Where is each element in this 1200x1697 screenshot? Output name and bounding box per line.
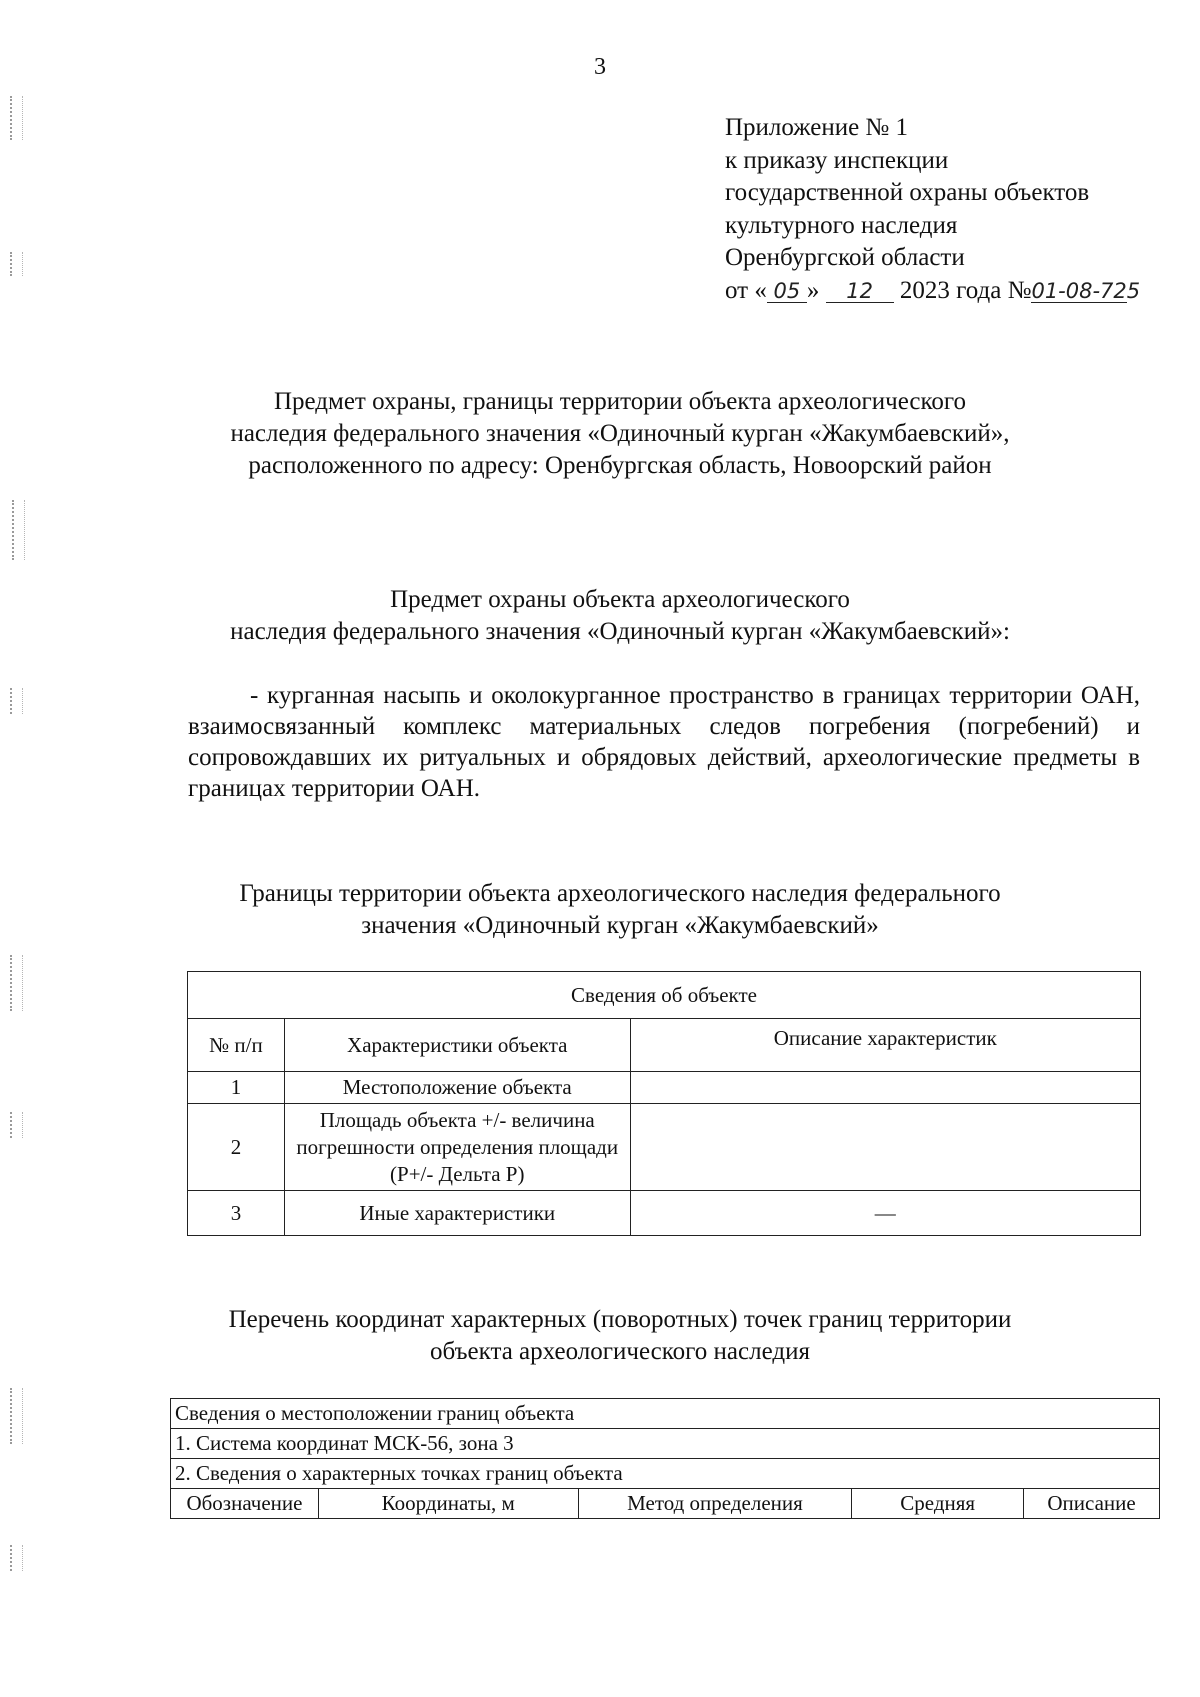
appendix-date-line: [725, 275, 1141, 308]
scan-punch-mark: [10, 1112, 23, 1138]
handwritten-month: 12: [826, 280, 894, 303]
title-line: наследия федерального значения «Одиночный курган «Жакумбаевский»,: [230, 420, 1010, 447]
boundaries-heading: [160, 878, 1080, 942]
date-mid: »: [806, 276, 820, 304]
heading-line: объекта археологического наследия: [430, 1338, 810, 1365]
appendix-line: к приказу инспекции: [725, 146, 949, 174]
table-header-row: [188, 1019, 1141, 1072]
date-prefix: от «: [725, 276, 767, 304]
heading-line: значения «Одиночный курган «Жакумбаевский»: [361, 912, 879, 939]
table-row: [171, 1459, 1160, 1489]
row-number: 2: [188, 1104, 285, 1191]
table-header-row: [171, 1489, 1160, 1519]
row-characteristic: Иные характеристики: [284, 1191, 630, 1236]
table-caption: Сведения об объекте: [188, 972, 1141, 1019]
row-number: 1: [188, 1072, 285, 1104]
appendix-line: культурного наследия: [725, 211, 958, 239]
scan-punch-mark: [12, 500, 25, 560]
object-info-table: [187, 971, 1141, 1236]
column-header: Обозначение: [171, 1489, 319, 1519]
scan-punch-mark: [10, 1545, 23, 1571]
date-year: 2023 года №: [899, 276, 1032, 304]
table-caption-row: [188, 972, 1141, 1019]
characteristic-points-row: 2. Сведения о характерных точках границ объекта: [171, 1459, 1160, 1489]
table-row: [188, 1191, 1141, 1236]
row-description: [630, 1072, 1140, 1104]
scan-punch-mark: [10, 252, 23, 276]
heading-line: наследия федерального значения «Одиночный курган «Жакумбаевский»:: [230, 618, 1010, 645]
row-description: [630, 1104, 1140, 1191]
title-line: Предмет охраны, границы территории объекта археологического: [273, 388, 967, 415]
heading-line: Границы территории объекта археологического наследия федерального: [239, 880, 1001, 907]
appendix-block: [725, 112, 1141, 307]
row-description: —: [630, 1191, 1140, 1236]
heading-line: Перечень координат характерных (поворотных) точек границ территории: [228, 1306, 1012, 1333]
table-row: [188, 1104, 1141, 1191]
column-header: Характеристики объекта: [284, 1019, 630, 1072]
page-number: 3: [594, 54, 606, 80]
row-characteristic: Площадь объекта +/- величина погрешности определения площади (P+/- Дельта P): [284, 1104, 630, 1191]
column-header: Описание: [1024, 1489, 1160, 1519]
column-header: № п/п: [188, 1019, 285, 1072]
column-header: Средняя: [852, 1489, 1024, 1519]
row-characteristic: Местоположение объекта: [284, 1072, 630, 1104]
scan-punch-mark: [10, 96, 23, 140]
boundary-location-row: Сведения о местоположении границ объекта: [171, 1399, 1160, 1429]
coordinates-table: [170, 1398, 1160, 1519]
table-row: [171, 1399, 1160, 1429]
handwritten-day: 05: [767, 280, 807, 303]
protection-heading: [160, 584, 1080, 648]
heading-line: Предмет охраны объекта археологического: [390, 586, 850, 613]
protection-paragraph: - курганная насыпь и околокурганное пространство в границах территории ОАН, взаимосвязанный комплекс материальных следов погребения (погребений) и сопровождавших их ритуальных и обрядовых действий, археологические предметы в границах территории ОАН.: [188, 682, 1140, 802]
appendix-line: государственной охраны объектов: [725, 179, 1090, 206]
title-line: расположенного по адресу: Оренбургская область, Новоорский район: [248, 452, 992, 479]
row-number: 3: [188, 1191, 285, 1236]
column-header: Координаты, м: [318, 1489, 578, 1519]
appendix-line: Приложение № 1: [725, 114, 909, 141]
table-row: [171, 1429, 1160, 1459]
document-title: [160, 386, 1080, 482]
coordinates-heading: [160, 1304, 1080, 1368]
appendix-line: Оренбургской области: [725, 244, 965, 271]
table-row: [188, 1072, 1141, 1104]
scan-punch-mark: [10, 955, 23, 1011]
column-header: Метод определения: [578, 1489, 852, 1519]
column-header: Описание характеристик: [630, 1019, 1140, 1072]
scan-punch-mark: [10, 688, 23, 714]
scan-punch-mark: [10, 1388, 23, 1444]
handwritten-order-number: 01-08-725: [1031, 278, 1141, 303]
coordinate-system-row: 1. Система координат МСК-56, зона 3: [171, 1429, 1160, 1459]
